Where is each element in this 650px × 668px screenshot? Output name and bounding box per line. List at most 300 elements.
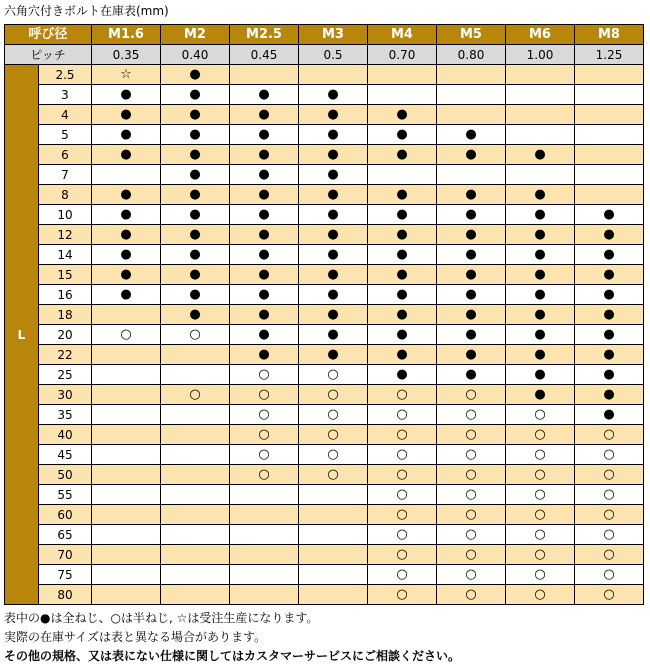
full-thread-mark: ● [534, 327, 546, 342]
stock-cell [92, 585, 161, 605]
full-thread-mark: ● [258, 207, 270, 222]
stock-cell [506, 125, 575, 145]
stock-cell [299, 85, 368, 105]
full-thread-mark: ● [327, 247, 339, 262]
made-to-order-mark: ☆ [120, 67, 132, 82]
stock-cell [506, 265, 575, 285]
stock-cell [92, 445, 161, 465]
stock-cell [575, 505, 644, 525]
stock-cell [575, 385, 644, 405]
stock-cell [368, 385, 437, 405]
full-thread-mark: ● [327, 187, 339, 202]
stock-cell [161, 265, 230, 285]
full-thread-mark: ● [603, 367, 615, 382]
full-thread-mark: ● [120, 187, 132, 202]
stock-cell [299, 285, 368, 305]
half-thread-mark: ○ [465, 487, 477, 502]
half-thread-mark: ○ [465, 427, 477, 442]
length-value: 50 [39, 465, 92, 485]
full-thread-mark: ● [120, 107, 132, 122]
stock-cell [575, 145, 644, 165]
stock-cell [299, 125, 368, 145]
stock-cell [575, 225, 644, 245]
full-thread-mark: ● [534, 187, 546, 202]
stock-cell [506, 405, 575, 425]
full-thread-mark: ● [189, 187, 201, 202]
stock-cell [161, 425, 230, 445]
stock-cell [230, 205, 299, 225]
stock-cell [437, 225, 506, 245]
stock-cell [368, 105, 437, 125]
stock-cell [437, 285, 506, 305]
size-header: M6 [506, 25, 575, 45]
table-row [5, 385, 644, 405]
half-thread-mark: ○ [534, 587, 546, 602]
stock-cell [506, 565, 575, 585]
stock-cell [575, 465, 644, 485]
pitch-value: 0.45 [230, 45, 299, 65]
half-thread-mark: ○ [603, 507, 615, 522]
half-thread-mark: ○ [258, 447, 270, 462]
table-row [5, 505, 644, 525]
size-header: M8 [575, 25, 644, 45]
stock-cell [230, 505, 299, 525]
stock-cell [92, 305, 161, 325]
stock-cell [92, 545, 161, 565]
full-thread-mark: ● [396, 287, 408, 302]
stock-cell [437, 245, 506, 265]
stock-cell [506, 505, 575, 525]
stock-cell [437, 445, 506, 465]
full-thread-mark: ● [534, 367, 546, 382]
stock-cell [368, 325, 437, 345]
stock-cell [92, 385, 161, 405]
stock-cell [575, 565, 644, 585]
half-thread-mark: ○ [396, 407, 408, 422]
stock-cell [368, 85, 437, 105]
stock-cell [437, 425, 506, 445]
full-thread-mark: ● [258, 187, 270, 202]
stock-cell [161, 285, 230, 305]
full-thread-mark: ● [534, 267, 546, 282]
full-thread-mark: ● [603, 227, 615, 242]
stock-cell [92, 525, 161, 545]
full-thread-mark: ● [327, 147, 339, 162]
table-row [5, 365, 644, 385]
size-header: M1.6 [92, 25, 161, 45]
stock-cell [575, 105, 644, 125]
table-row [5, 325, 644, 345]
full-thread-mark: ● [603, 347, 615, 362]
stock-cell [161, 385, 230, 405]
full-thread-mark: ● [189, 127, 201, 142]
full-thread-mark: ● [327, 207, 339, 222]
half-thread-mark: ○ [534, 547, 546, 562]
table-row [5, 225, 644, 245]
half-thread-mark: ○ [396, 547, 408, 562]
size-header: M2.5 [230, 25, 299, 45]
full-thread-mark: ● [534, 287, 546, 302]
stock-cell [368, 205, 437, 225]
full-thread-mark: ● [258, 227, 270, 242]
stock-cell [437, 85, 506, 105]
stock-cell [506, 525, 575, 545]
stock-cell [92, 565, 161, 585]
full-thread-mark: ● [327, 327, 339, 342]
full-thread-mark: ● [603, 327, 615, 342]
stock-cell [437, 185, 506, 205]
full-thread-mark: ● [120, 287, 132, 302]
stock-cell [161, 505, 230, 525]
length-value: 8 [39, 185, 92, 205]
full-thread-mark: ● [327, 107, 339, 122]
stock-cell [575, 245, 644, 265]
stock-cell [230, 65, 299, 85]
length-value: 20 [39, 325, 92, 345]
stock-cell [299, 505, 368, 525]
full-thread-mark: ● [465, 227, 477, 242]
stock-cell [161, 325, 230, 345]
full-thread-mark: ● [327, 227, 339, 242]
stock-cell [230, 465, 299, 485]
stock-cell [161, 145, 230, 165]
half-thread-mark: ○ [465, 507, 477, 522]
full-thread-mark: ● [465, 127, 477, 142]
stock-cell [437, 345, 506, 365]
half-thread-mark: ○ [534, 467, 546, 482]
stock-cell [575, 425, 644, 445]
table-row [5, 65, 644, 85]
half-thread-mark: ○ [465, 567, 477, 582]
half-thread-mark: ○ [258, 367, 270, 382]
length-value: 55 [39, 485, 92, 505]
full-thread-mark: ● [258, 347, 270, 362]
stock-cell [92, 365, 161, 385]
half-thread-mark: ○ [258, 387, 270, 402]
stock-cell [437, 105, 506, 125]
stock-cell [299, 445, 368, 465]
full-thread-mark: ● [120, 247, 132, 262]
stock-cell [299, 325, 368, 345]
stock-cell [575, 585, 644, 605]
table-row [5, 205, 644, 225]
half-thread-mark: ○ [396, 447, 408, 462]
stock-cell [437, 385, 506, 405]
stock-cell [368, 445, 437, 465]
stock-cell [506, 285, 575, 305]
stock-cell [230, 85, 299, 105]
stock-cell [299, 525, 368, 545]
full-thread-mark: ● [327, 127, 339, 142]
half-thread-mark: ○ [258, 427, 270, 442]
stock-cell [437, 145, 506, 165]
half-thread-mark: ○ [603, 567, 615, 582]
length-value: 65 [39, 525, 92, 545]
half-thread-mark: ○ [534, 527, 546, 542]
full-thread-mark: ● [396, 107, 408, 122]
stock-cell [506, 385, 575, 405]
stock-cell [230, 425, 299, 445]
full-thread-mark: ● [189, 147, 201, 162]
stock-cell [92, 205, 161, 225]
full-thread-mark: ● [120, 87, 132, 102]
stock-cell [437, 565, 506, 585]
stock-cell [506, 205, 575, 225]
stock-cell [299, 205, 368, 225]
full-thread-mark: ● [327, 87, 339, 102]
stock-cell [437, 125, 506, 145]
length-value: 15 [39, 265, 92, 285]
full-thread-mark: ● [258, 127, 270, 142]
stock-cell [575, 345, 644, 365]
stock-cell [230, 485, 299, 505]
half-thread-mark: ○ [327, 407, 339, 422]
stock-cell [368, 465, 437, 485]
half-thread-mark: ○ [258, 467, 270, 482]
full-thread-mark: ● [258, 247, 270, 262]
pitch-value: 1.25 [575, 45, 644, 65]
length-value: 75 [39, 565, 92, 585]
stock-cell [299, 165, 368, 185]
length-value: 6 [39, 145, 92, 165]
table-row [5, 345, 644, 365]
full-thread-mark: ● [258, 167, 270, 182]
stock-cell [506, 345, 575, 365]
stock-cell [161, 105, 230, 125]
stock-cell [161, 245, 230, 265]
full-thread-mark: ● [120, 207, 132, 222]
full-thread-mark: ● [189, 87, 201, 102]
half-thread-mark: ○ [396, 527, 408, 542]
pitch-row [5, 45, 644, 65]
full-thread-mark: ● [603, 407, 615, 422]
stock-cell [437, 465, 506, 485]
stock-cell [506, 365, 575, 385]
stock-cell [368, 365, 437, 385]
full-thread-mark: ● [603, 287, 615, 302]
table-row [5, 465, 644, 485]
stock-cell [437, 265, 506, 285]
full-thread-mark: ● [189, 107, 201, 122]
full-thread-mark: ● [189, 247, 201, 262]
stock-cell [230, 285, 299, 305]
stock-cell [230, 245, 299, 265]
stock-cell [368, 425, 437, 445]
note-contact: その他の規格、又は表にない仕様に関してはカスタマーサービスにご相談ください。 [4, 649, 461, 663]
stock-cell [161, 225, 230, 245]
stock-cell [92, 125, 161, 145]
full-thread-mark: ● [258, 327, 270, 342]
stock-cell [92, 505, 161, 525]
stock-cell [368, 485, 437, 505]
full-thread-mark: ● [189, 67, 201, 82]
stock-cell [92, 245, 161, 265]
table-row [5, 285, 644, 305]
stock-cell [161, 125, 230, 145]
stock-cell [299, 105, 368, 125]
length-value: 12 [39, 225, 92, 245]
stock-cell [230, 185, 299, 205]
note-stock-disclaimer: 実際の在庫サイズは表と異なる場合があります。 [4, 630, 267, 644]
half-thread-mark: ○ [465, 387, 477, 402]
full-thread-mark: ● [534, 147, 546, 162]
full-thread-mark: ● [465, 147, 477, 162]
full-thread-mark: ● [465, 207, 477, 222]
half-thread-mark: ○ [396, 567, 408, 582]
stock-cell [161, 85, 230, 105]
stock-cell [506, 585, 575, 605]
table-row [5, 485, 644, 505]
full-thread-mark: ● [396, 327, 408, 342]
stock-table [4, 24, 644, 605]
half-thread-mark: ○ [327, 387, 339, 402]
stock-cell [230, 225, 299, 245]
stock-cell [575, 125, 644, 145]
stock-cell [368, 405, 437, 425]
stock-cell [506, 65, 575, 85]
stock-cell [506, 465, 575, 485]
stock-cell [230, 585, 299, 605]
size-header: M5 [437, 25, 506, 45]
stock-cell [368, 545, 437, 565]
full-thread-mark: ● [396, 267, 408, 282]
full-thread-mark: ● [465, 367, 477, 382]
full-thread-mark: ● [465, 187, 477, 202]
stock-cell [161, 545, 230, 565]
half-thread-mark: ○ [603, 527, 615, 542]
table-row [5, 305, 644, 325]
stock-cell [299, 465, 368, 485]
stock-cell [299, 145, 368, 165]
full-thread-mark: ● [396, 207, 408, 222]
stock-cell [230, 165, 299, 185]
stock-cell [437, 505, 506, 525]
half-thread-mark: ○ [603, 427, 615, 442]
stock-cell [299, 385, 368, 405]
full-thread-mark: ● [258, 307, 270, 322]
stock-cell [437, 325, 506, 345]
full-thread-mark: ● [258, 287, 270, 302]
size-header: M4 [368, 25, 437, 45]
table-row [5, 85, 644, 105]
stock-cell [368, 305, 437, 325]
stock-cell [575, 405, 644, 425]
stock-cell [161, 465, 230, 485]
size-header-row [5, 25, 644, 45]
stock-cell [230, 325, 299, 345]
stock-cell [92, 145, 161, 165]
stock-cell [230, 525, 299, 545]
half-thread-mark: ○ [603, 547, 615, 562]
length-value: 18 [39, 305, 92, 325]
full-thread-mark: ● [258, 147, 270, 162]
stock-cell [575, 165, 644, 185]
stock-cell [506, 425, 575, 445]
stock-cell [437, 485, 506, 505]
length-value: 70 [39, 545, 92, 565]
table-row [5, 565, 644, 585]
half-thread-mark: ○ [465, 587, 477, 602]
stock-cell [575, 205, 644, 225]
full-thread-mark: ● [396, 127, 408, 142]
length-axis-label: L [5, 65, 39, 605]
full-thread-mark: ● [396, 307, 408, 322]
full-thread-mark: ● [258, 107, 270, 122]
half-thread-mark: ○ [603, 587, 615, 602]
full-thread-mark: ● [189, 307, 201, 322]
stock-cell [161, 585, 230, 605]
half-thread-mark: ○ [189, 387, 201, 402]
full-thread-mark: ● [120, 147, 132, 162]
stock-cell [161, 525, 230, 545]
stock-cell [161, 345, 230, 365]
full-thread-mark: ● [534, 227, 546, 242]
stock-cell [575, 445, 644, 465]
stock-cell [368, 505, 437, 525]
stock-cell [92, 105, 161, 125]
stock-cell [230, 405, 299, 425]
half-thread-mark: ○ [465, 407, 477, 422]
table-row [5, 125, 644, 145]
stock-cell [230, 545, 299, 565]
stock-cell [299, 485, 368, 505]
table-row [5, 405, 644, 425]
stock-cell [161, 205, 230, 225]
full-thread-mark: ● [534, 247, 546, 262]
stock-cell [161, 485, 230, 505]
full-thread-mark: ● [396, 247, 408, 262]
stock-cell [368, 225, 437, 245]
stock-cell [299, 565, 368, 585]
stock-cell [230, 565, 299, 585]
stock-cell [437, 545, 506, 565]
stock-cell [437, 585, 506, 605]
full-thread-mark: ● [189, 207, 201, 222]
stock-cell [575, 265, 644, 285]
full-thread-mark: ● [258, 267, 270, 282]
full-thread-mark: ● [534, 347, 546, 362]
half-thread-mark: ○ [396, 467, 408, 482]
stock-cell [299, 265, 368, 285]
full-thread-mark: ● [534, 307, 546, 322]
half-thread-mark: ○ [327, 367, 339, 382]
stock-cell [92, 405, 161, 425]
stock-cell [437, 165, 506, 185]
full-thread-mark: ● [465, 307, 477, 322]
half-thread-mark: ○ [396, 427, 408, 442]
half-thread-mark: ○ [465, 547, 477, 562]
stock-cell [506, 325, 575, 345]
stock-cell [299, 245, 368, 265]
stock-cell [575, 285, 644, 305]
stock-cell [230, 445, 299, 465]
full-thread-mark: ● [603, 387, 615, 402]
stock-cell [161, 565, 230, 585]
full-thread-mark: ● [189, 227, 201, 242]
note-legend: 表中の●は全ねじ、○は半ねじ, ☆は受注生産になります。 [4, 611, 319, 625]
table-row [5, 105, 644, 125]
stock-cell [506, 445, 575, 465]
stock-cell [92, 285, 161, 305]
stock-cell [299, 405, 368, 425]
full-thread-mark: ● [465, 247, 477, 262]
half-thread-mark: ○ [327, 467, 339, 482]
length-value: 30 [39, 385, 92, 405]
half-thread-mark: ○ [396, 387, 408, 402]
stock-cell [506, 85, 575, 105]
pitch-value: 1.00 [506, 45, 575, 65]
notes [4, 609, 460, 666]
